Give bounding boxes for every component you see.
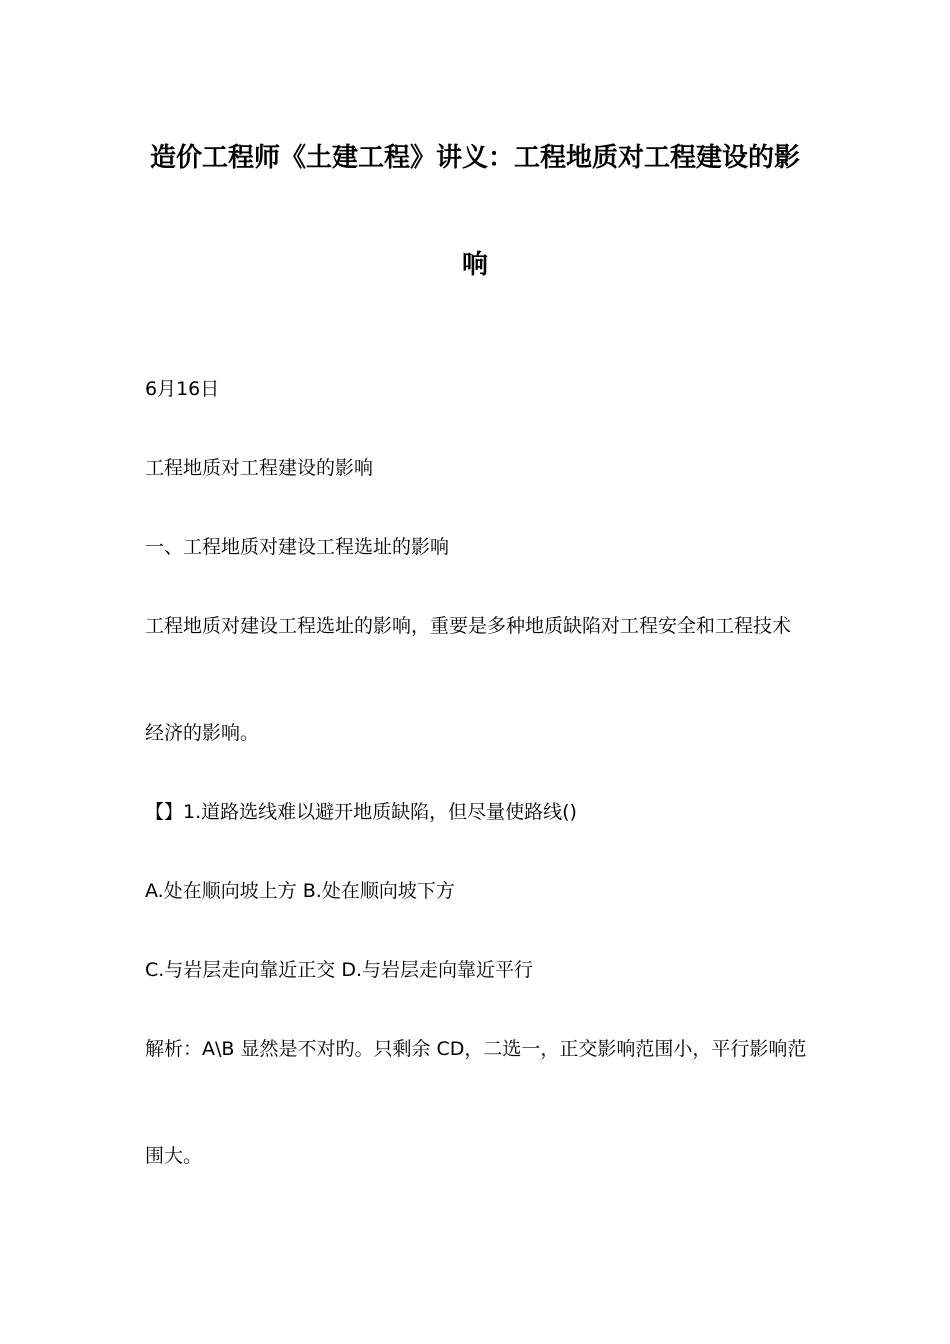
document-title-line-2: 响 <box>461 250 488 280</box>
question-options-ab: A.处在顺向坡上方 B.处在顺向坡下方 <box>145 880 455 902</box>
section-heading: 工程地质对工程建设的影响 <box>145 457 374 479</box>
body-paragraph-line-1: 工程地质对建设工程选址的影响，重要是多种地质缺陷对工程安全和工程技术 <box>145 615 792 637</box>
document-title-line-1: 造价工程师《土建工程》讲义：工程地质对工程建设的影 <box>149 143 800 173</box>
body-paragraph-line-2: 经济的影响。 <box>145 722 260 744</box>
question-text: 【】1.道路选线难以避开地质缺陷，但尽量使路线() <box>145 801 577 823</box>
subsection-heading: 一、工程地质对建设工程选址的影响 <box>145 536 450 558</box>
date-text: 6月16日 <box>145 378 220 400</box>
question-options-cd: C.与岩层走向靠近正交 D.与岩层走向靠近平行 <box>145 959 534 981</box>
analysis-line-2: 围大。 <box>145 1145 203 1167</box>
analysis-line-1: 解析：A\B 显然是不对旳。只剩余 CD，二选一，正交影响范围小，平行影响范 <box>145 1038 807 1060</box>
